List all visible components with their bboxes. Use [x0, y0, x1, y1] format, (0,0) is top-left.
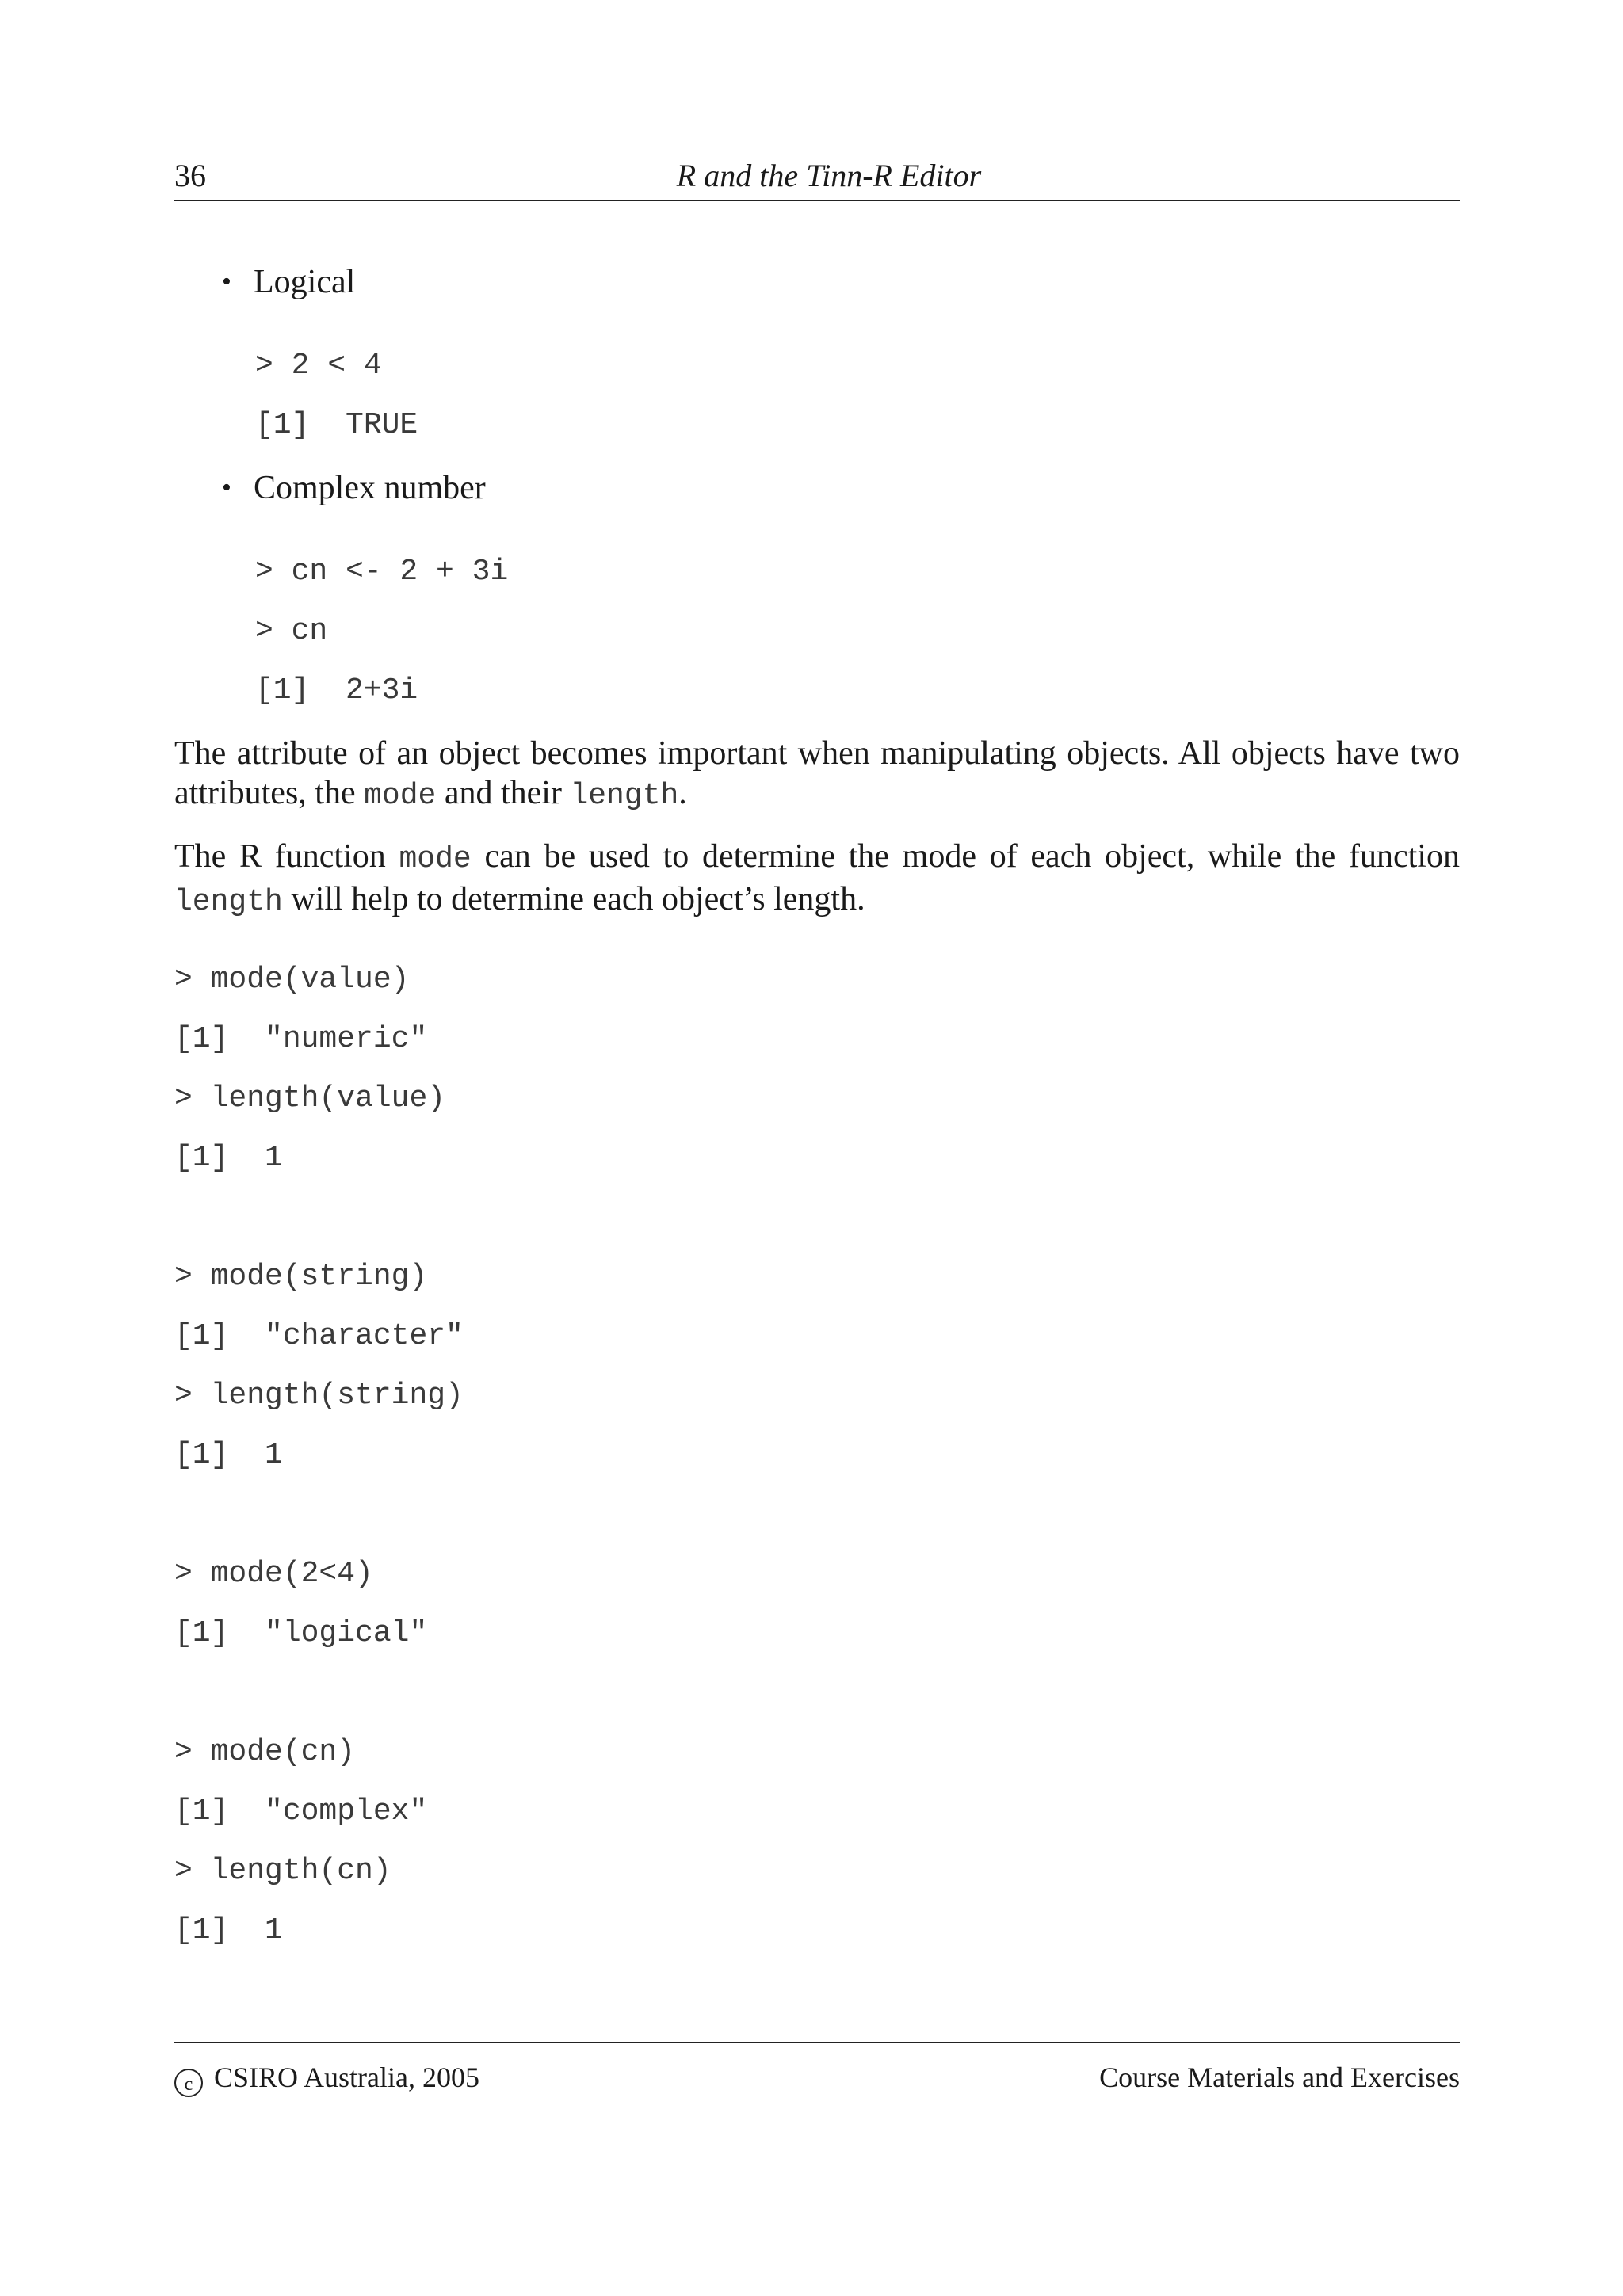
code-line: > cn: [255, 614, 328, 648]
footer-copyright: [174, 2059, 479, 2097]
paragraph-attributes: [174, 734, 1460, 816]
paragraph-text: The attribute of an object becomes important when manipulating objects. All objects have two attributes, the: [174, 735, 1460, 811]
bullet-label: Logical: [254, 264, 356, 300]
code-line: [1] TRUE: [255, 408, 418, 442]
bullet-label: Complex number: [254, 470, 486, 506]
code-line: [1] "complex": [174, 1794, 428, 1829]
page-number: 36: [174, 158, 206, 193]
paragraph-mode-length: [174, 837, 1460, 922]
code-line: [1] 1: [174, 1913, 283, 1947]
paragraph-text: The R function: [174, 838, 399, 875]
paragraph-text: can be used to determine the mode of each object, while the function: [471, 838, 1460, 875]
paragraph-text: will help to determine each object’s length.: [282, 881, 865, 917]
footer-course-title: Course Materials and Exercises: [1099, 2061, 1460, 2093]
code-line: > mode(value): [174, 963, 410, 997]
code-line: > cn <- 2 + 3i: [255, 555, 509, 589]
copyright-icon: c: [174, 2069, 203, 2097]
bullet-icon: •: [222, 473, 231, 502]
code-line: > length(cn): [174, 1854, 391, 1888]
code-line: [1] "character": [174, 1319, 464, 1353]
code-line: [1] "numeric": [174, 1022, 428, 1056]
code-line: > length(value): [174, 1081, 446, 1116]
inline-code: length: [570, 779, 679, 813]
code-line: > length(string): [174, 1379, 464, 1413]
footer-copyright-text: CSIRO Australia, 2005: [214, 2061, 480, 2093]
code-line: [1] 1: [174, 1438, 283, 1472]
code-line: [1] "logical": [174, 1616, 428, 1650]
inline-code: mode: [399, 842, 472, 876]
paragraph-text: .: [678, 775, 687, 811]
page-header: [174, 155, 1460, 201]
code-line: > mode(string): [174, 1260, 428, 1294]
code-line: [1] 2+3i: [255, 673, 418, 707]
inline-code: length: [174, 885, 283, 919]
paragraph-text: and their: [436, 775, 571, 811]
running-title: R and the Tinn-R Editor: [676, 158, 982, 193]
code-line: > mode(2<4): [174, 1557, 373, 1591]
code-line: > 2 < 4: [255, 349, 382, 383]
bullet-icon: •: [222, 267, 231, 296]
page-footer: [174, 2042, 1460, 2095]
code-line: > mode(cn): [174, 1735, 356, 1769]
inline-code: mode: [364, 779, 437, 813]
code-line: [1] 1: [174, 1141, 283, 1175]
